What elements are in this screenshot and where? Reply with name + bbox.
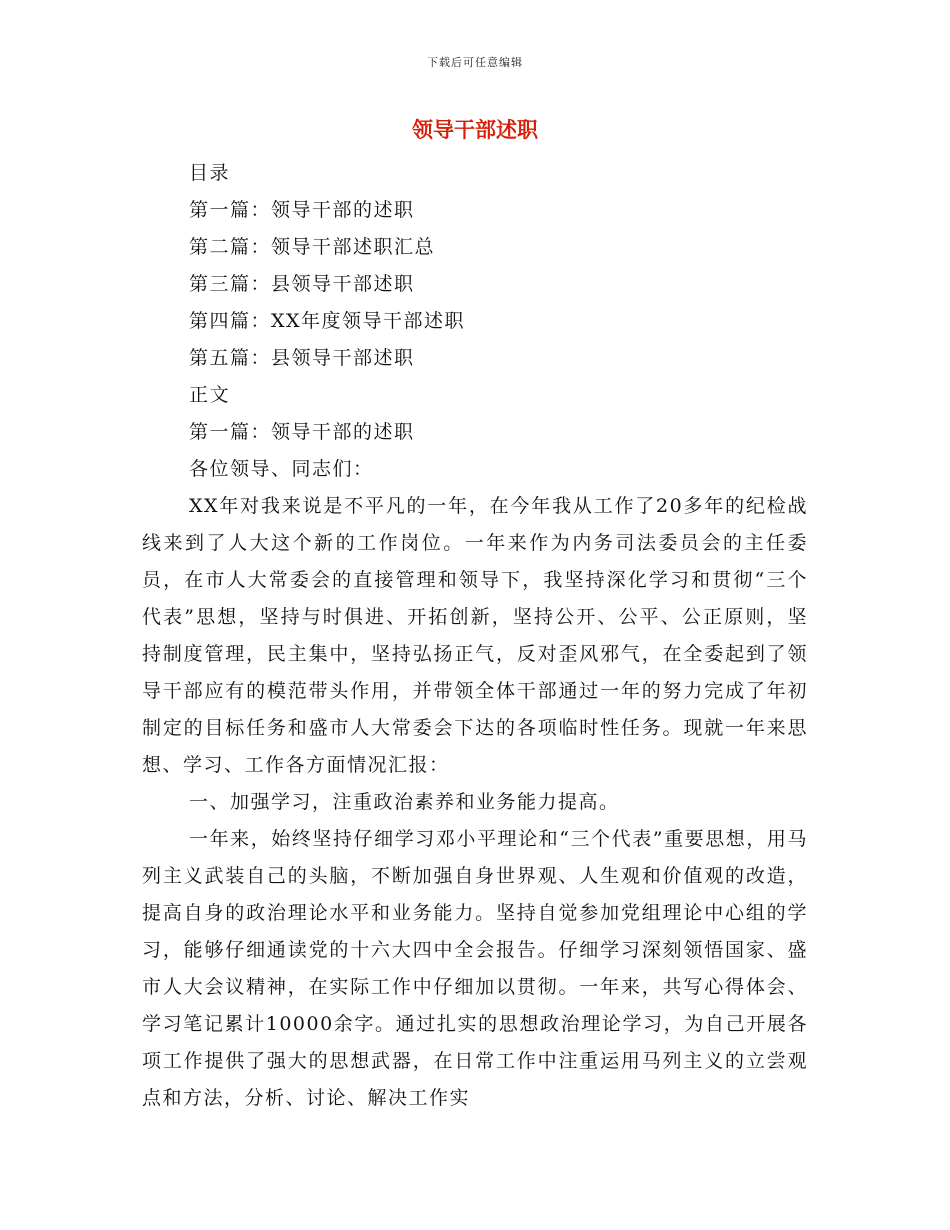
toc-item: 第五篇：县领导干部述职 <box>189 347 415 369</box>
document-body <box>142 155 808 1117</box>
document-title: 领导干部述职 <box>412 118 538 142</box>
section-heading: 一、加强学习，注重政治素养和业务能力提高。 <box>189 791 620 813</box>
body-paragraph: 一年来，始终坚持仔细学习邓小平理论和“三个代表”重要思想，用马列主义武装自己的头脑，不断加强自身世界观、人生观和价值观的改造，提高自身的政治理论水平和业务能力。坚持自觉参加党组理论中心组的学习，能够仔细通读党的十六大四中全会报告。仔细学习深刻领悟国家、盛市人大会议精神，在实际工作中仔细加以贯彻。一年来，共写心得体会、学习笔记累计10000余字。通过扎实的思想政治理论学习，为自己开展各项工作提供了强大的思想武器，在日常工作中注重运用马列主义的立尝观点和方法，分析、讨论、解决工作实 <box>142 828 808 1109</box>
toc-item: 第四篇：XX年度领导干部述职 <box>189 310 466 332</box>
page-header-note: 下载后可任意编辑 <box>427 56 523 69</box>
body-paragraph: XX年对我来说是不平凡的一年，在今年我从工作了20多年的纪检战线来到了人大这个新的工作岗位。一年来作为内务司法委员会的主任委员，在市人大常委会的直接管理和领导下，我坚持深化学习和贯彻“三个代表”思想，坚持与时俱进、开拓创新，坚持公开、公平、公正原则，坚持制度管理，民主集中，坚持弘扬正气，反对歪风邪气，在全委起到了领导干部应有的模范带头作用，并带领全体干部通过一年的努力完成了年初制定的目标任务和盛市人大常委会下达的各项临时性任务。现就一年来思想、学习、工作各方面情况汇报： <box>142 495 808 776</box>
toc-item: 第三篇：县领导干部述职 <box>189 273 415 295</box>
chapter-title: 第一篇：领导干部的述职 <box>189 421 415 443</box>
toc-item: 第一篇：领导干部的述职 <box>189 199 415 221</box>
toc-heading: 目录 <box>189 162 231 184</box>
body-heading: 正文 <box>189 384 231 406</box>
toc-item: 第二篇：领导干部述职汇总 <box>189 236 436 258</box>
salutation: 各位领导、同志们： <box>189 458 374 480</box>
